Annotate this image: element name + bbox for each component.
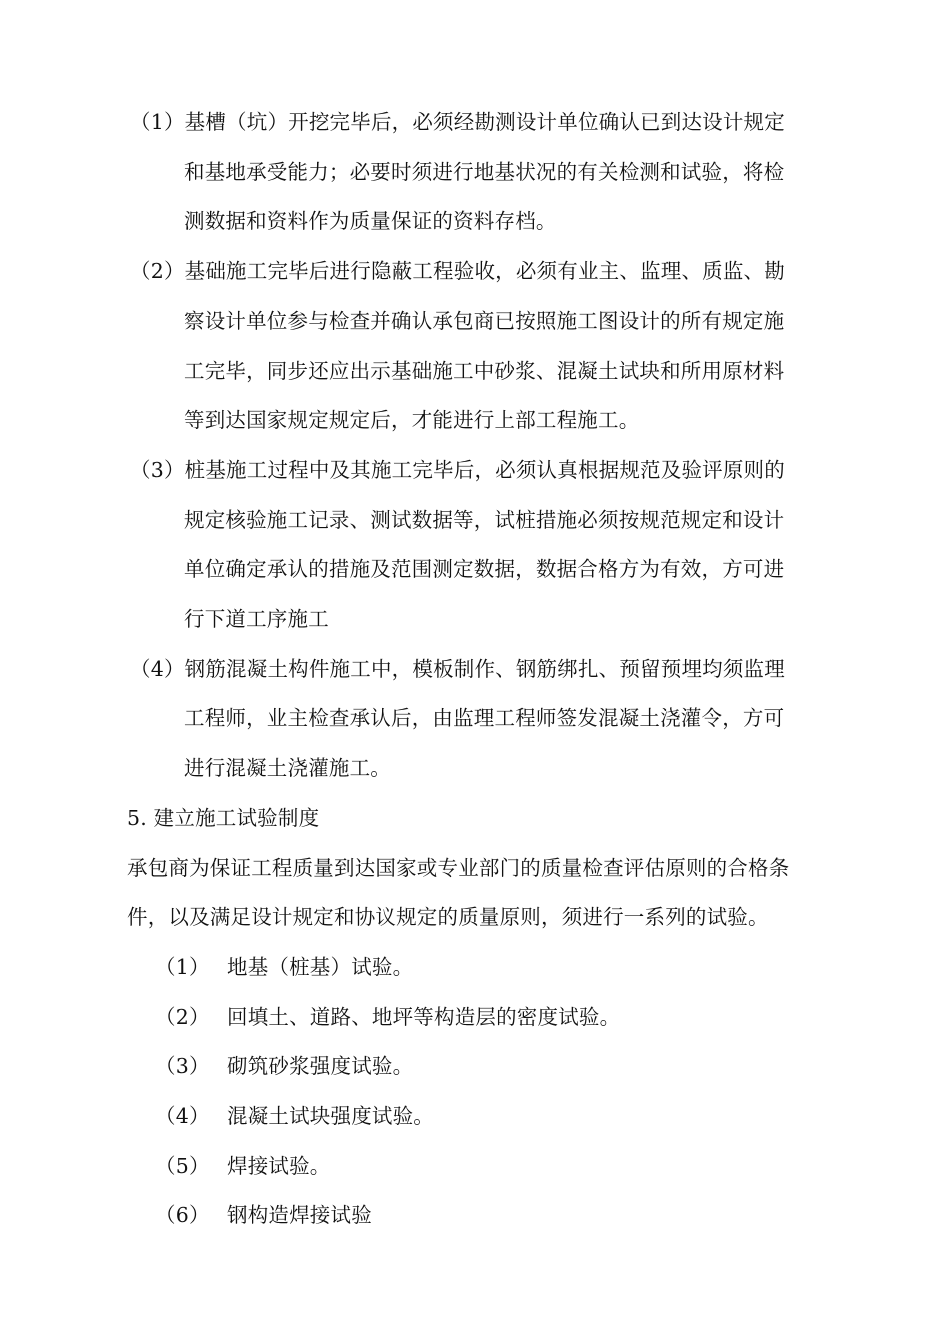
item-text-line: 等到达国家规定规定后，才能进行上部工程施工。 — [184, 408, 640, 432]
test-item — [155, 1051, 210, 1081]
test-text: 钢构造焊接试验 — [227, 1203, 372, 1227]
test-text: 焊接试验。 — [227, 1154, 331, 1178]
item-text-line: 基础施工完毕后进行隐蔽工程验收，必须有业主、监理、质监、勘 — [184, 259, 785, 283]
test-marker: （1） — [155, 955, 210, 979]
test-item — [155, 1151, 210, 1181]
test-marker: （6） — [155, 1203, 210, 1227]
test-text: 混凝土试块强度试验。 — [227, 1104, 434, 1128]
item-1 — [130, 107, 785, 137]
intro-line: 件，以及满足设计规定和协议规定的质量原则，须进行一系列的试验。 — [127, 905, 769, 929]
section-heading: 5. 建立施工试验制度 — [127, 806, 320, 830]
item-text-line: 进行混凝土浇灌施工。 — [184, 756, 391, 780]
item-text-line: 察设计单位参与检查并确认承包商已按照施工图设计的所有规定施 — [184, 309, 785, 333]
test-marker: （3） — [155, 1054, 210, 1078]
item-text-line: 工程师，业主检查承认后，由监理工程师签发混凝土浇灌令，方可 — [184, 706, 785, 730]
test-text: 砌筑砂浆强度试验。 — [227, 1054, 414, 1078]
item-text-line: 测数据和资料作为质量保证的资料存档。 — [184, 209, 557, 233]
test-item — [155, 1002, 210, 1032]
test-marker: （5） — [155, 1154, 210, 1178]
item-marker: （4） — [130, 657, 185, 681]
item-4 — [130, 654, 785, 684]
item-marker: （2） — [130, 259, 185, 283]
item-text-line: 桩基施工过程中及其施工完毕后，必须认真根据规范及验评原则的 — [184, 458, 785, 482]
item-text-line: 单位确定承认的措施及范围测定数据，数据合格方为有效，方可进 — [184, 557, 785, 581]
test-item — [155, 1200, 210, 1230]
item-3 — [130, 455, 785, 485]
item-text-line: 规定核验施工记录、测试数据等，试桩措施必须按规范规定和设计 — [184, 508, 785, 532]
test-marker: （2） — [155, 1005, 210, 1029]
test-marker: （4） — [155, 1104, 210, 1128]
test-text: 地基（桩基）试验。 — [227, 955, 414, 979]
item-marker: （3） — [130, 458, 185, 482]
item-marker: （1） — [130, 110, 185, 134]
intro-line: 承包商为保证工程质量到达国家或专业部门的质量检查评估原则的合格条 — [127, 856, 790, 880]
item-text-line: 基槽（坑）开挖完毕后，必须经勘测设计单位确认已到达设计规定 — [184, 110, 785, 134]
test-text: 回填土、道路、地坪等构造层的密度试验。 — [227, 1005, 621, 1029]
test-item — [155, 952, 210, 982]
test-item — [155, 1101, 210, 1131]
item-text-line: 和基地承受能力；必要时须进行地基状况的有关检测和试验，将检 — [184, 160, 785, 184]
item-2 — [130, 256, 785, 286]
item-text-line: 工完毕，同步还应出示基础施工中砂浆、混凝土试块和所用原材料 — [184, 359, 785, 383]
item-text-line: 行下道工序施工 — [184, 607, 329, 631]
item-text-line: 钢筋混凝土构件施工中，模板制作、钢筋绑扎、预留预埋均须监理 — [184, 657, 785, 681]
